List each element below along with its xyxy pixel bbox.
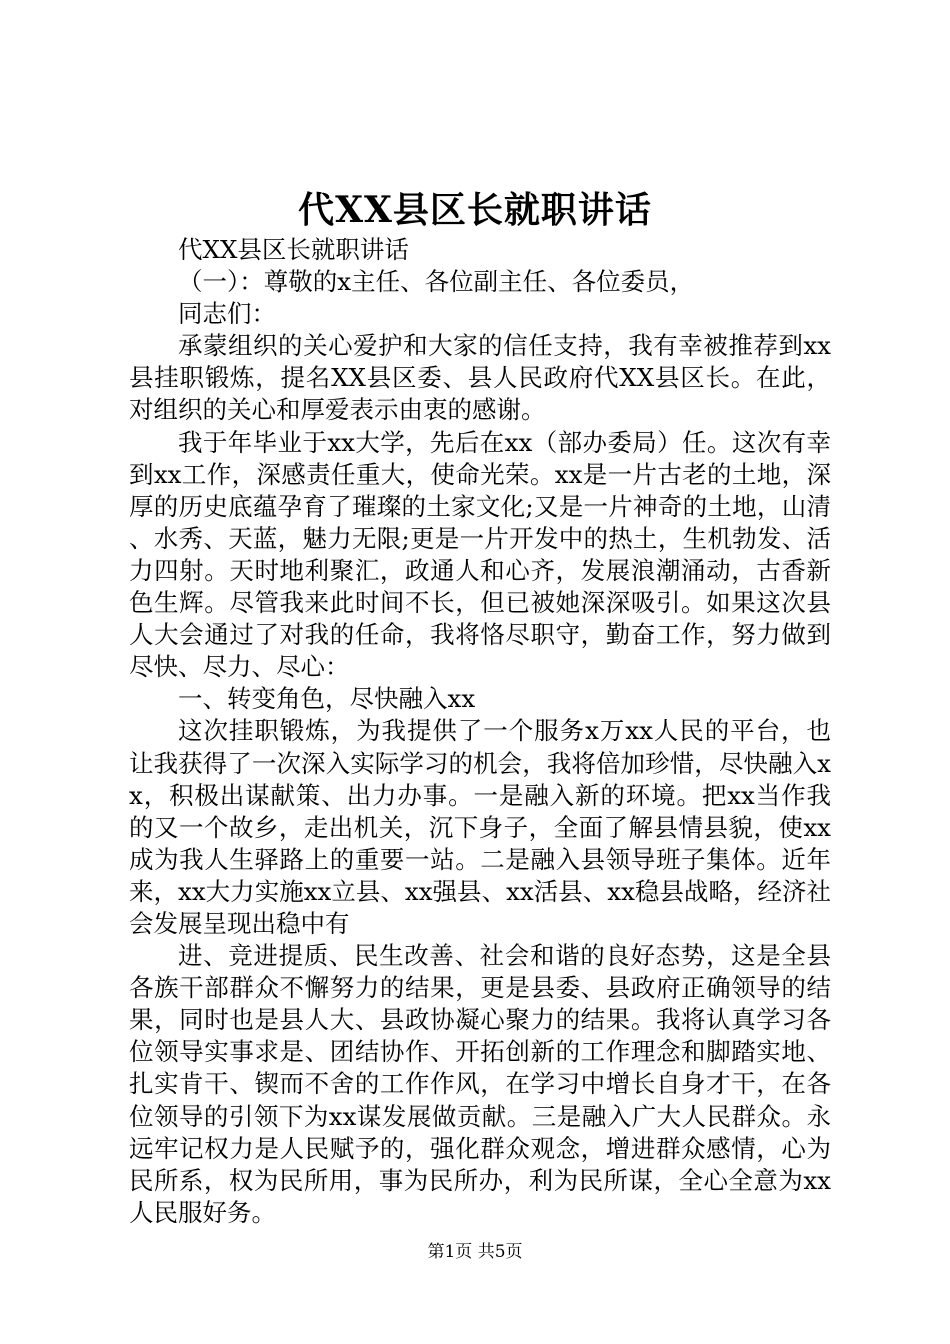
page-number: 第1页 共5页 — [427, 1242, 523, 1262]
paragraph-salutation: （一）：尊敬的x主任、各位副主任、各位委员， — [178, 267, 695, 297]
paragraph-section-1-cont: 进、竞进提质、民生改善、社会和谐的良好态势，这是全县各族干部群众不懈努力的结果，更是县委、县政府正确领导的结果，同时也是县人大、县政协凝心聚力的结果。我将认真学习各位领导实事求是、团结协作、开拓创新的工作理念和脚踏实地、扎实肯干、锲而不舍的工作作风，在学习中增长自身才干，在各位领导的引领下为xx谋发展做贡献。三是融入广大人民群众。永远牢记权力是人民赋予的，强化群众观念，增进群众感情，心为民所系，权为民所用，事为民所办，利为民所谋，全心全意为xx人民服好务。 — [129, 941, 831, 1227]
document-body — [129, 234, 831, 1229]
paragraph-thanks: 承蒙组织的关心爱护和大家的信任支持，我有幸被推荐到xx县挂职锻炼，提名XX县区委、县人民政府代XX县区长。在此，对组织的关心和厚爱表示由衷的感谢。 — [129, 331, 831, 425]
paragraph-section-1: 这次挂职锻炼，为我提供了一个服务x万xx人民的平台，也让我获得了一次深入实际学习的机会，我将倍加珍惜，尽快融入xx，积极出谋献策、出力办事。一是融入新的环境。把xx当作我的又一个故乡，走出机关，沉下身子，全面了解县情县貌，使xx成为我人生驿路上的重要一站。二是融入县领导班子集体。近年来，xx大力实施xx立县、xx强县、xx活县、xx稳县战略，经济社会发展呈现出稳中有 — [129, 716, 831, 938]
section-heading-1: 一、转变角色，尽快融入xx — [178, 684, 476, 714]
document-title: 代XX县区长就职讲话 — [298, 189, 652, 231]
paragraph-comrades: 同志们： — [178, 299, 276, 329]
paragraph-subtitle: 代XX县区长就职讲话 — [178, 235, 409, 264]
paragraph-background: 我于年毕业于xx大学，先后在xx（部办委局）任。这次有幸到xx工作，深感责任重大，使命光荣。xx是一片古老的土地，深厚的历史底蕴孕育了璀璨的土家文化;又是一片神奇的土地，山清、水秀、天蓝，魅力无限;更是一片开发中的热土，生机勃发、活力四射。天时地利聚汇，政通人和心齐，发展浪潮涌动，古香新色生辉。尽管我来此时间不长，但已被她深深吸引。如果这次县人大会通过了对我的任命，我将恪尽职守，勤奋工作，努力做到尽快、尽力、尽心： — [129, 427, 831, 682]
